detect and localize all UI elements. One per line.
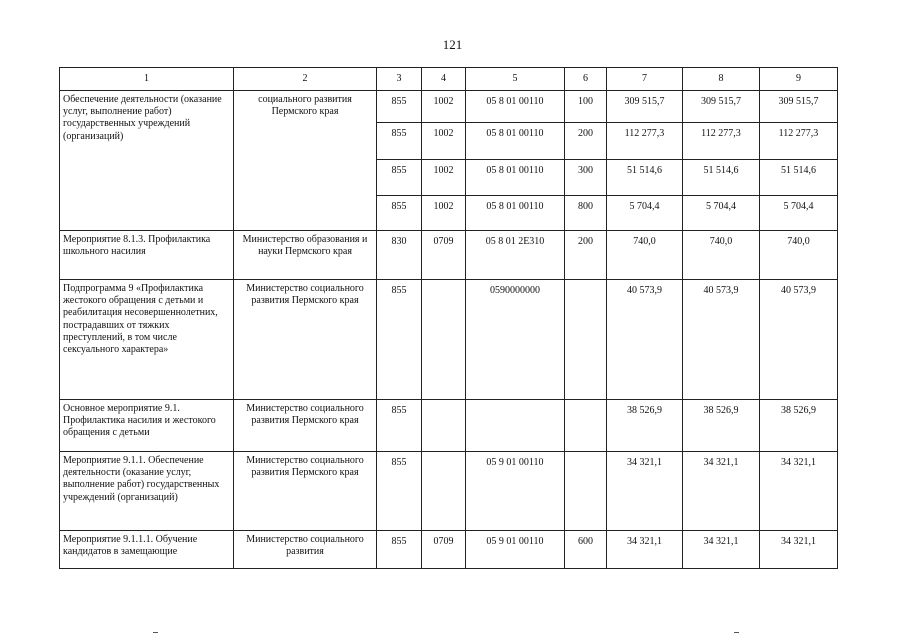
table-row (60, 91, 838, 123)
cell-c4: 0709 (422, 531, 466, 569)
cell-c5: 05 8 01 00110 (466, 196, 565, 231)
table-row (60, 280, 838, 400)
table-row (60, 400, 838, 452)
cell-c6: 600 (565, 531, 607, 569)
table-row (60, 231, 838, 280)
scan-artifact-left (153, 632, 158, 636)
cell-c7: 309 515,7 (607, 91, 683, 123)
header-cell-6: 6 (565, 68, 607, 91)
table-row (60, 452, 838, 531)
page-number: 121 (442, 37, 463, 52)
cell-c9: 740,0 (760, 231, 838, 280)
row-ministry: Министерство социального развития (234, 531, 377, 569)
budget-table (59, 67, 838, 569)
cell-c3: 855 (377, 400, 422, 452)
row-name: Мероприятие 9.1.1.1. Обучение кандидатов в замещающие (60, 531, 234, 569)
cell-c9: 38 526,9 (760, 400, 838, 452)
cell-c5: 05 8 01 00110 (466, 123, 565, 160)
cell-c5: 05 8 01 2Е310 (466, 231, 565, 280)
cell-c3: 855 (377, 196, 422, 231)
row-name: Мероприятие 9.1.1. Обеспечение деятельности (оказание услуг, выполнение работ) государственных учреждений (организаций) (60, 452, 234, 531)
cell-c9: 51 514,6 (760, 160, 838, 196)
cell-c3: 855 (377, 160, 422, 196)
cell-c5: 05 8 01 00110 (466, 160, 565, 196)
cell-c8: 112 277,3 (683, 123, 760, 160)
cell-c7: 38 526,9 (607, 400, 683, 452)
cell-c7: 40 573,9 (607, 280, 683, 400)
header-cell-7: 7 (607, 68, 683, 91)
scan-artifact-right (734, 632, 739, 636)
row-ministry: Министерство социального развития Пермского края (234, 280, 377, 400)
row-name: Подпрограмма 9 «Профилактика жестокого обращения с детьми и реабилитация несовершеннолетних, пострадавших от тяжких преступлений, в том числе сексуального характера» (60, 280, 234, 400)
cell-c4: 1002 (422, 196, 466, 231)
cell-c6: 200 (565, 123, 607, 160)
cell-c4: 1002 (422, 123, 466, 160)
cell-c8: 34 321,1 (683, 531, 760, 569)
cell-c4: 1002 (422, 160, 466, 196)
cell-c3: 855 (377, 123, 422, 160)
row-name: Основное мероприятие 9.1. Профилактика насилия и жестокого обращения с детьми (60, 400, 234, 452)
cell-c6 (565, 400, 607, 452)
cell-c3: 830 (377, 231, 422, 280)
cell-c5: 05 9 01 00110 (466, 531, 565, 569)
cell-c6: 800 (565, 196, 607, 231)
cell-c8: 51 514,6 (683, 160, 760, 196)
cell-c7: 112 277,3 (607, 123, 683, 160)
header-cell-2: 2 (234, 68, 377, 91)
row-ministry: Министерство образования и науки Пермского края (234, 231, 377, 280)
cell-c5 (466, 400, 565, 452)
cell-c9: 34 321,1 (760, 531, 838, 569)
cell-c3: 855 (377, 531, 422, 569)
row-ministry: социального развития Пермского края (234, 91, 377, 231)
cell-c4 (422, 452, 466, 531)
cell-c8: 5 704,4 (683, 196, 760, 231)
cell-c4: 1002 (422, 91, 466, 123)
header-row (60, 68, 838, 91)
cell-c3: 855 (377, 452, 422, 531)
cell-c9: 34 321,1 (760, 452, 838, 531)
cell-c7: 51 514,6 (607, 160, 683, 196)
cell-c9: 5 704,4 (760, 196, 838, 231)
cell-c8: 40 573,9 (683, 280, 760, 400)
header-cell-3: 3 (377, 68, 422, 91)
header-cell-4: 4 (422, 68, 466, 91)
header-cell-1: 1 (60, 68, 234, 91)
cell-c7: 34 321,1 (607, 452, 683, 531)
cell-c9: 309 515,7 (760, 91, 838, 123)
cell-c9: 40 573,9 (760, 280, 838, 400)
header-cell-5: 5 (466, 68, 565, 91)
cell-c8: 740,0 (683, 231, 760, 280)
header-cell-9: 9 (760, 68, 838, 91)
row-ministry: Министерство социального развития Пермского края (234, 400, 377, 452)
cell-c4 (422, 280, 466, 400)
table-row (60, 531, 838, 569)
cell-c3: 855 (377, 280, 422, 400)
cell-c5: 0590000000 (466, 280, 565, 400)
cell-c6: 200 (565, 231, 607, 280)
cell-c5: 05 8 01 00110 (466, 91, 565, 123)
cell-c7: 5 704,4 (607, 196, 683, 231)
cell-c5: 05 9 01 00110 (466, 452, 565, 531)
row-name: Обеспечение деятельности (оказание услуг, выполнение работ) государственных учреждений (организаций) (60, 91, 234, 231)
cell-c8: 38 526,9 (683, 400, 760, 452)
cell-c3: 855 (377, 91, 422, 123)
cell-c6 (565, 280, 607, 400)
cell-c4: 0709 (422, 231, 466, 280)
cell-c7: 34 321,1 (607, 531, 683, 569)
cell-c8: 309 515,7 (683, 91, 760, 123)
cell-c8: 34 321,1 (683, 452, 760, 531)
cell-c6: 300 (565, 160, 607, 196)
cell-c7: 740,0 (607, 231, 683, 280)
header-cell-8: 8 (683, 68, 760, 91)
cell-c6 (565, 452, 607, 531)
row-name: Мероприятие 8.1.3. Профилактика школьного насилия (60, 231, 234, 280)
row-ministry: Министерство социального развития Пермского края (234, 452, 377, 531)
cell-c9: 112 277,3 (760, 123, 838, 160)
cell-c6: 100 (565, 91, 607, 123)
cell-c4 (422, 400, 466, 452)
